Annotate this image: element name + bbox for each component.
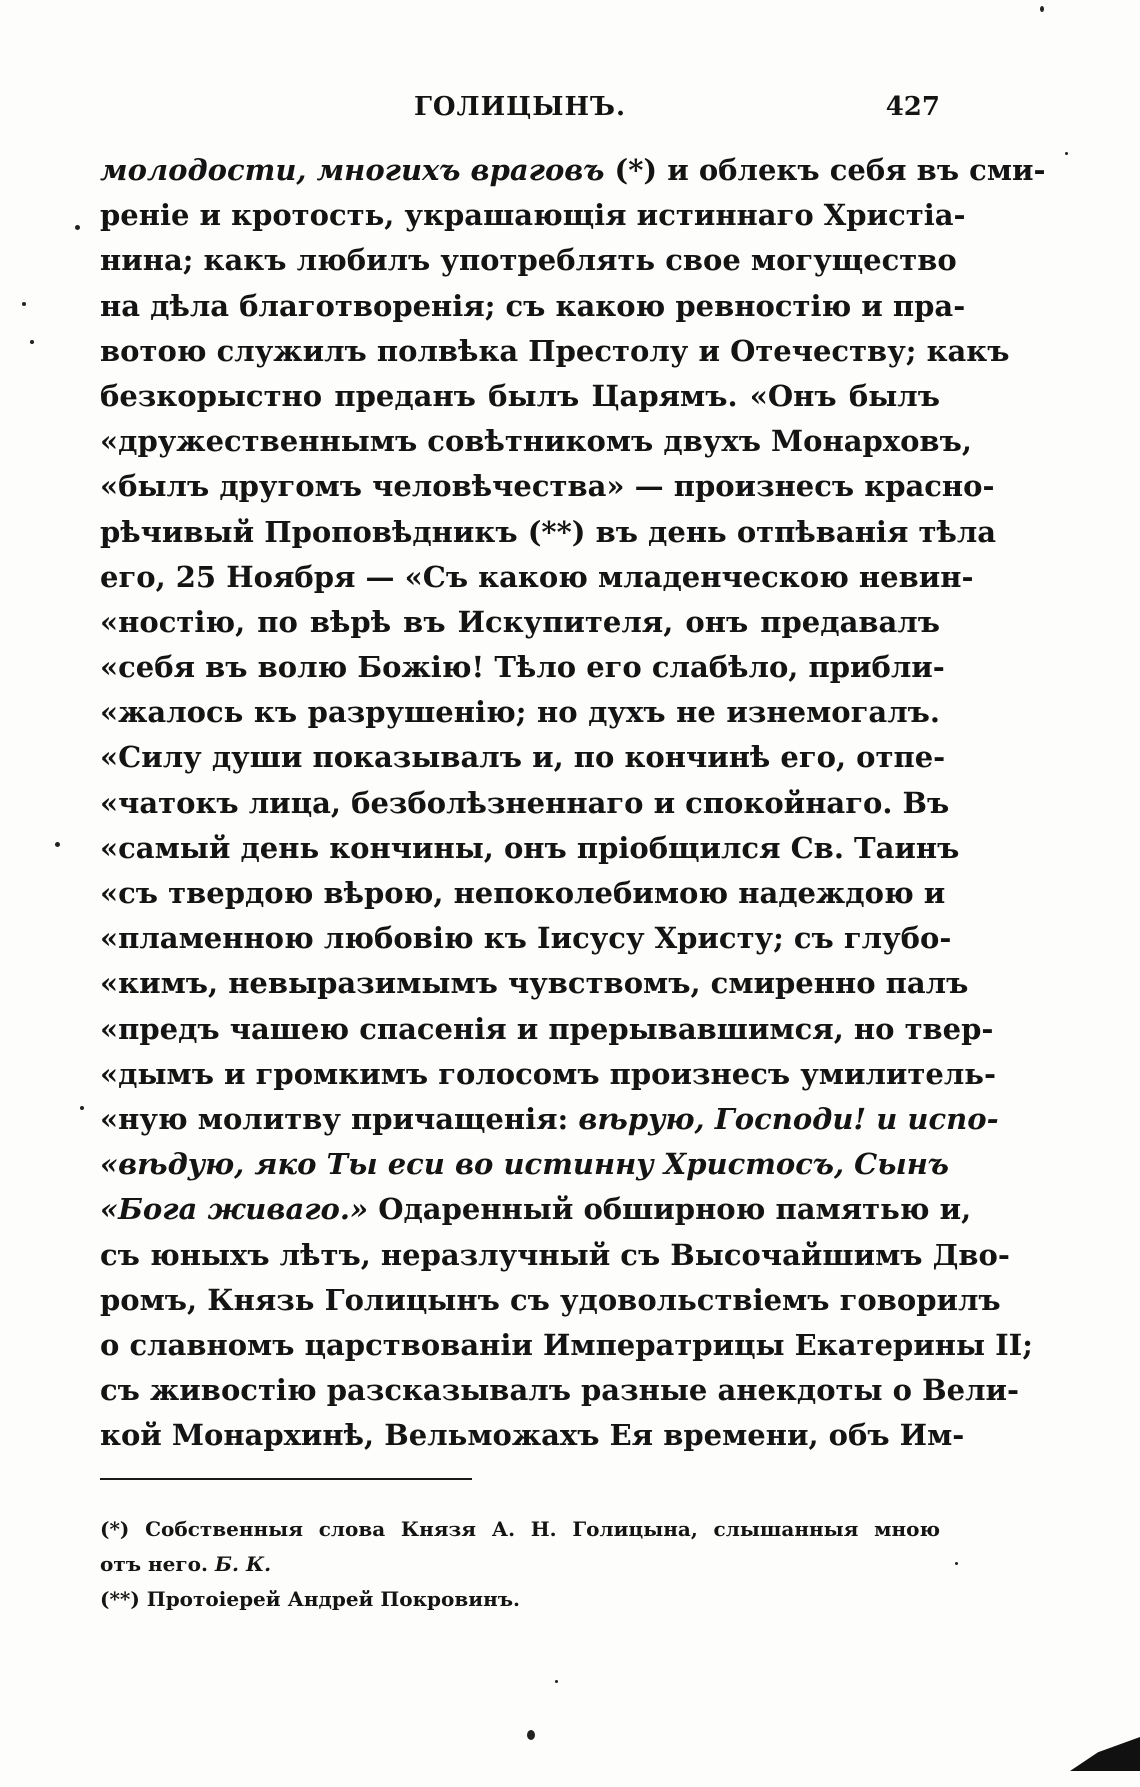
footnote-line <box>100 1512 940 1547</box>
text-line <box>100 871 946 916</box>
text-line <box>100 1187 972 1232</box>
text-segment: «предъ чашею спасенія и прерывавшимся, но твер- <box>100 1011 994 1046</box>
text-segment: «дымъ и громкимъ голосомъ произнесъ умилитель- <box>100 1056 997 1091</box>
text-segment: «самый день кончины, онъ пріобщился Св. Таинъ <box>100 830 960 865</box>
speck <box>30 340 34 344</box>
text-line <box>100 645 945 690</box>
text-segment: «кимъ, невыразимымъ чувствомъ, смиренно палъ <box>100 966 969 1001</box>
text-line <box>100 1323 1033 1368</box>
speck <box>527 1730 535 1740</box>
text-segment: «жалось къ разрушенію; но духъ не изнемогалъ. <box>100 695 940 730</box>
speck <box>75 225 80 230</box>
text-segment: безкорыстно преданъ былъ Царямъ. «Онъ былъ <box>100 378 940 413</box>
text-segment: съ живостію разсказывалъ разные анекдоты о Вели- <box>100 1373 1020 1408</box>
footnote-text-segment: (*) Собственныя слова Князя А. Н. Голицына, слышанныя мною <box>100 1517 940 1541</box>
text-line <box>100 961 969 1006</box>
italic-segment: вѣрую, Господи! и испо- <box>578 1101 999 1136</box>
italic-segment: «Бога живаго.» <box>100 1192 369 1227</box>
text-line <box>100 1097 999 1142</box>
speck <box>22 302 26 306</box>
text-segment: съ юныхъ лѣтъ, неразлучный съ Высочайшимъ Дво- <box>100 1237 1010 1272</box>
body-text <box>100 148 1046 1458</box>
text-segment: вотою служилъ полвѣка Престолу и Отечеству; какъ <box>100 333 1010 368</box>
running-title: ГОЛИЦЫНЪ. <box>413 92 626 122</box>
text-segment: о славномъ царствованіи Императрицы Екатерины II; <box>100 1327 1033 1362</box>
speck <box>555 1680 558 1683</box>
footnote-text-segment: отъ него. <box>100 1552 215 1576</box>
text-line <box>100 1233 1010 1278</box>
text-segment: «пламенною любовію къ Іисусу Христу; съ глубо- <box>100 921 952 956</box>
text-line <box>100 464 995 509</box>
text-line <box>100 193 966 238</box>
footnotes <box>100 1512 940 1617</box>
text-line <box>100 284 966 329</box>
text-line <box>100 600 940 645</box>
text-segment: «себя въ волю Божію! Тѣло его слабѣло, прибли- <box>100 650 945 685</box>
footnote <box>100 1582 940 1617</box>
text-line <box>100 1368 1020 1413</box>
text-line <box>100 1142 950 1187</box>
text-line <box>100 826 960 871</box>
text-line <box>100 1413 965 1458</box>
speck <box>955 1562 958 1565</box>
italic-segment: «вѣдую, яко Ты еси во истинну Христосъ, Сынъ <box>100 1147 950 1182</box>
italic-segment: молодости, многихъ враговъ <box>100 153 605 187</box>
text-line <box>100 419 972 464</box>
text-segment: рѣчивый Проповѣдникъ (**) въ день отпѣванія тѣла <box>100 514 997 549</box>
speck <box>55 842 60 847</box>
text-segment: Одаренный обширною памятью и, <box>368 1192 972 1227</box>
text-segment: кой Монархинѣ, Вельможахъ Ея времени, объ Им- <box>100 1418 965 1453</box>
text-segment: «чатокъ лица, безболѣзненнаго и спокойнаго. Въ <box>100 785 950 820</box>
text-line <box>100 1052 997 1097</box>
text-segment: «ностію, по вѣрѣ въ Искупителя, онъ предавалъ <box>100 604 940 639</box>
text-segment: «Силу души показывалъ и, по кончинѣ его, отпе- <box>100 740 946 775</box>
speck <box>80 1106 84 1110</box>
text-line <box>100 555 974 600</box>
footnote <box>100 1512 940 1582</box>
text-line <box>100 1278 1001 1323</box>
footnote-line <box>100 1547 940 1582</box>
text-line <box>100 148 1046 193</box>
footnote-italic-segment: Б. К. <box>214 1552 272 1576</box>
text-line <box>100 374 940 419</box>
text-line <box>100 238 957 283</box>
footnote-line <box>100 1582 940 1617</box>
running-head <box>100 92 940 132</box>
text-line <box>100 329 1010 374</box>
text-line <box>100 781 950 826</box>
footnote-text-segment: (**) Протоіерей Андрей Покровинъ. <box>100 1587 521 1611</box>
text-segment: «былъ другомъ человѣчества» — произнесъ красно- <box>100 469 995 504</box>
text-segment: (*) и облекъ себя въ сми- <box>604 153 1046 187</box>
text-segment: его, 25 Ноября — «Съ какою младенческою невин- <box>100 559 974 594</box>
text-line <box>100 916 952 961</box>
corner-scan-mark <box>1070 1737 1140 1771</box>
text-line <box>100 510 997 555</box>
text-segment: «дружественнымъ совѣтникомъ двухъ Монарховъ, <box>100 424 972 459</box>
text-segment: на дѣла благотворенія; съ какою ревностію и пра- <box>100 288 966 323</box>
text-segment: реніе и кротость, украшающія истиннаго Христіа- <box>100 198 966 233</box>
text-line <box>100 735 946 780</box>
speck <box>1065 152 1068 155</box>
page-number: 427 <box>885 92 940 122</box>
text-segment: ромъ, Князь Голицынъ съ удовольствіемъ говорилъ <box>100 1282 1001 1317</box>
speck <box>1040 6 1044 12</box>
text-segment: «съ твердою вѣрою, непоколебимою надеждою и <box>100 876 946 910</box>
footnote-rule <box>100 1478 472 1480</box>
text-line <box>100 690 940 735</box>
text-line <box>100 1007 994 1052</box>
text-segment: нина; какъ любилъ употреблять свое могущество <box>100 243 957 278</box>
text-segment: «ную молитву причащенія: <box>100 1101 579 1136</box>
